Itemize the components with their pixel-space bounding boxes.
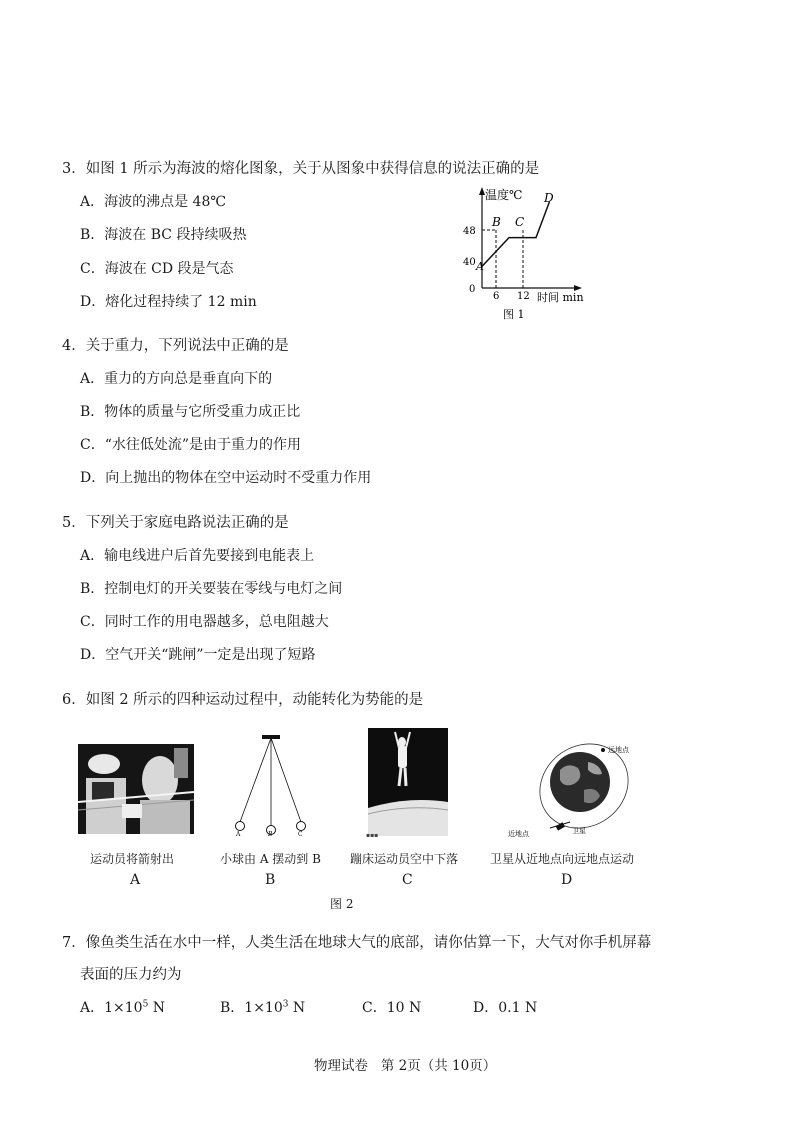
melting-curve	[482, 202, 550, 267]
q4-option-d: D．向上抛出的物体在空中运动时不受重力作用	[80, 470, 372, 486]
pendulum-label-c: C	[298, 831, 303, 836]
q5-option-a: A．输电线进户后首先要接到电能表上	[80, 548, 315, 564]
q3-option-a: A．海波的沸点是 48℃	[80, 194, 227, 210]
archer-photo	[78, 744, 194, 834]
pendulum-label-a: A	[236, 831, 241, 836]
point-a-label: A	[476, 260, 484, 273]
ball-c	[297, 822, 306, 831]
panel-d-caption: 卫星从近地点向远地点运动	[490, 852, 635, 866]
q4-option-a: A．重力的方向总是垂直向下的	[80, 371, 273, 387]
q7-option-a: A．$1\times 10^5$ N	[80, 999, 165, 1016]
satellite-orbit-diagram	[504, 738, 644, 838]
panel-a-caption: 运动员将箭射出	[90, 852, 175, 866]
q3-option-c: C．海波在 CD 段是气态	[80, 261, 234, 277]
y-axis-label: 温度℃	[485, 188, 523, 202]
xtick-12: 12	[517, 291, 530, 302]
q5-option-b: B．控制电灯的开关要装在零线与电灯之间	[80, 581, 343, 597]
page-footer: 物理试卷 第 2页（共 10页）	[314, 1058, 497, 1074]
q5-stem: 5．下列关于家庭电路说法正确的是	[62, 515, 289, 531]
q5-option-c: C．同时工作的用电器越多，总电阻越大	[80, 614, 329, 630]
figure-2-caption: 图 2	[330, 897, 354, 911]
ytick-48: 48	[463, 226, 476, 237]
point-b-label: B	[492, 215, 501, 229]
panel-d-letter: D	[561, 872, 573, 888]
pendulum-diagram	[228, 732, 314, 836]
ytick-40: 40	[463, 257, 476, 268]
point-d-label: D	[544, 191, 554, 205]
q3-option-d: D．熔化过程持续了 12 min	[80, 294, 257, 310]
q5-option-d: D．空气开关“跳闸”一定是出现了短路	[80, 647, 316, 663]
satellite-label: 卫星	[572, 827, 586, 835]
earth-icon	[550, 752, 610, 812]
q7-option-c: C．10 N	[362, 1000, 422, 1016]
q7-stem-line1: 7．像鱼类生活在水中一样，人类生活在地球大气的底部，请你估算一下，大气对你手机屏幕	[62, 935, 652, 951]
q4-option-c: C．“水往低处流”是由于重力的作用	[80, 437, 302, 453]
q7-option-d: D．0.1 N	[473, 1000, 538, 1016]
origin-label: 0	[469, 284, 476, 295]
panel-b-caption: 小球由 A 摆动到 B	[220, 852, 321, 866]
figure-1-caption: 图 1	[503, 308, 525, 321]
q6-stem: 6．如图 2 所示的四种运动过程中，动能转化为势能的是	[62, 692, 424, 708]
q4-option-b: B．物体的质量与它所受重力成正比	[80, 404, 301, 420]
q3-stem: 3．如图 1 所示为海波的熔化图象，关于从图象中获得信息的说法正确的是	[62, 161, 540, 177]
far-point-marker	[601, 748, 605, 752]
trampoline-tiny-mark: ▪▪▪	[366, 832, 379, 839]
panel-c-caption: 蹦床运动员空中下落	[350, 852, 459, 866]
q7-stem-line2: 表面的压力约为	[80, 967, 182, 983]
panel-a-letter: A	[130, 872, 141, 888]
x-axis-label: 时间 min	[537, 291, 584, 304]
q3-option-b: B．海波在 BC 段持续吸热	[80, 227, 247, 243]
q4-stem: 4．关于重力，下列说法中正确的是	[62, 338, 289, 354]
panel-b-letter: B	[265, 872, 276, 888]
point-c-label: C	[515, 215, 525, 229]
ball-a	[236, 822, 245, 831]
far-point-label: 远地点	[608, 746, 629, 754]
pendulum-label-b: B	[268, 831, 273, 836]
trampoline-photo	[368, 728, 448, 836]
xtick-6: 6	[493, 291, 500, 302]
q7-option-b: B．$1\times 10^3$ N	[220, 999, 306, 1016]
string-a	[240, 738, 271, 822]
panel-c-letter: C	[402, 872, 413, 888]
near-point-label: 近地点	[508, 830, 529, 838]
figure-1-melting-graph	[455, 182, 615, 324]
string-c	[271, 738, 301, 822]
